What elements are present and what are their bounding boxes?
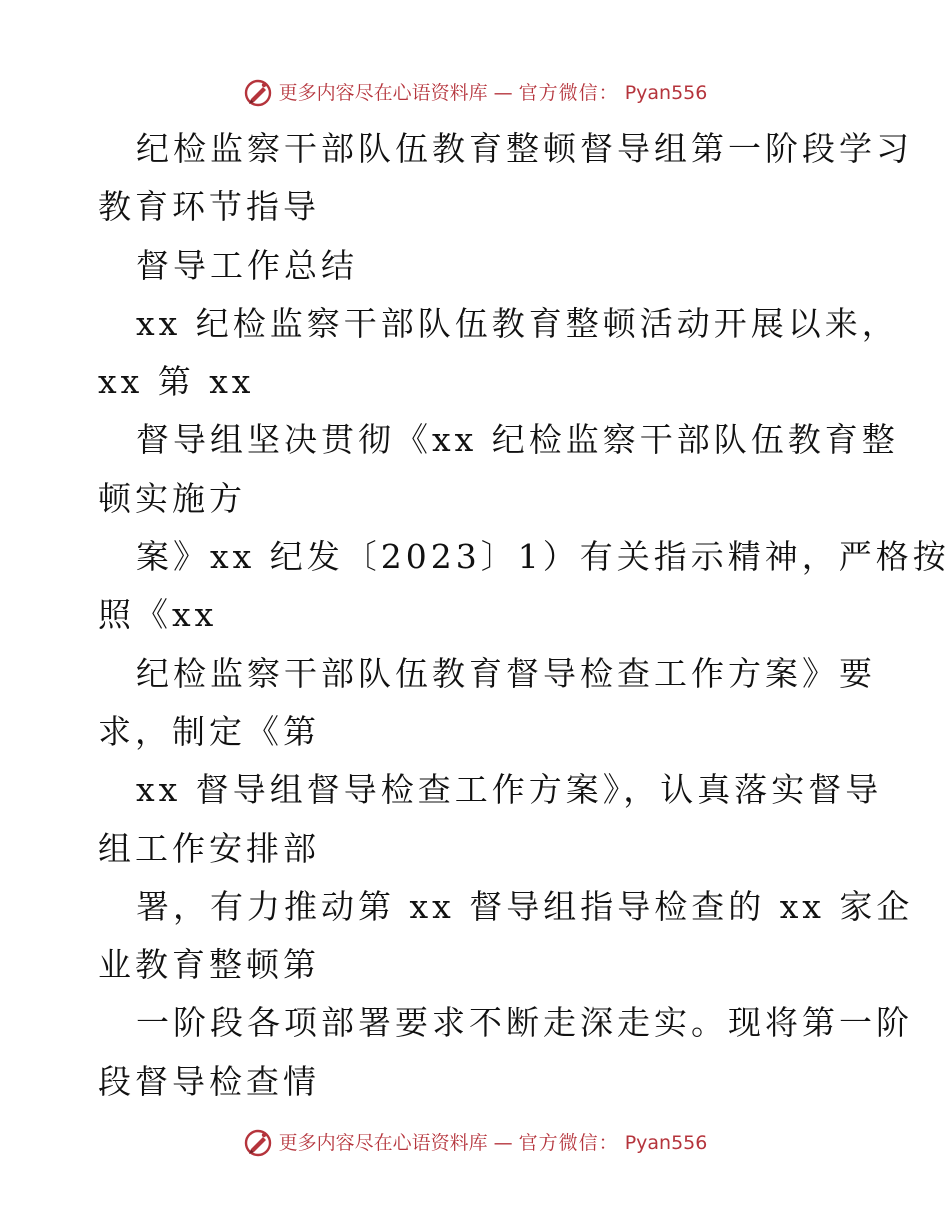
text-line: 督导工作总结	[136, 245, 358, 285]
text-line: 督导组坚决贯彻《xx 纪检监察干部队伍教育整	[136, 420, 899, 460]
text-line: 顿实施方	[98, 478, 246, 518]
text-line: xx 纪检监察干部队伍教育整顿活动开展以来，	[136, 303, 899, 343]
document-body	[98, 120, 950, 1111]
text-line: 署，有力推动第 xx 督导组指导检查的 xx 家企	[136, 886, 914, 926]
watermark-official: 官方微信：	[518, 82, 619, 104]
header-watermark	[0, 78, 950, 108]
pen-logo-icon	[243, 78, 273, 108]
watermark-wechat-id: Pyan556	[624, 82, 708, 104]
text-line: xx 督导组督导检查工作方案》，认真落实督导	[136, 770, 883, 810]
pen-logo-icon	[243, 1128, 273, 1158]
text-line: 案》xx 纪发〔2023〕1）有关指示精神，严格按	[136, 537, 950, 577]
text-line: 纪检监察干部队伍教育督导检查工作方案》要	[136, 653, 876, 693]
watermark-brand: 更多内容尽在心语资料库	[278, 82, 488, 104]
footer-watermark	[0, 1128, 950, 1158]
text-line: xx 第 xx	[98, 362, 255, 402]
watermark-dash: —	[493, 1132, 513, 1154]
text-line: 段督导检查情	[98, 1061, 320, 1101]
text-line: 照《xx	[98, 595, 218, 635]
watermark-brand: 更多内容尽在心语资料库	[278, 1132, 488, 1154]
text-line: 业教育整顿第	[98, 945, 320, 985]
watermark-official: 官方微信：	[518, 1132, 619, 1154]
text-line: 一阶段各项部署要求不断走深走实。现将第一阶	[136, 1003, 913, 1043]
text-line: 教育环节指导	[98, 187, 320, 227]
text-line: 纪检监察干部队伍教育整顿督导组第一阶段学习	[136, 129, 913, 168]
text-line: 组工作安排部	[98, 828, 320, 868]
text-line: 求，制定《第	[98, 711, 320, 751]
watermark-dash: —	[493, 82, 513, 104]
watermark-wechat-id: Pyan556	[624, 1132, 708, 1154]
